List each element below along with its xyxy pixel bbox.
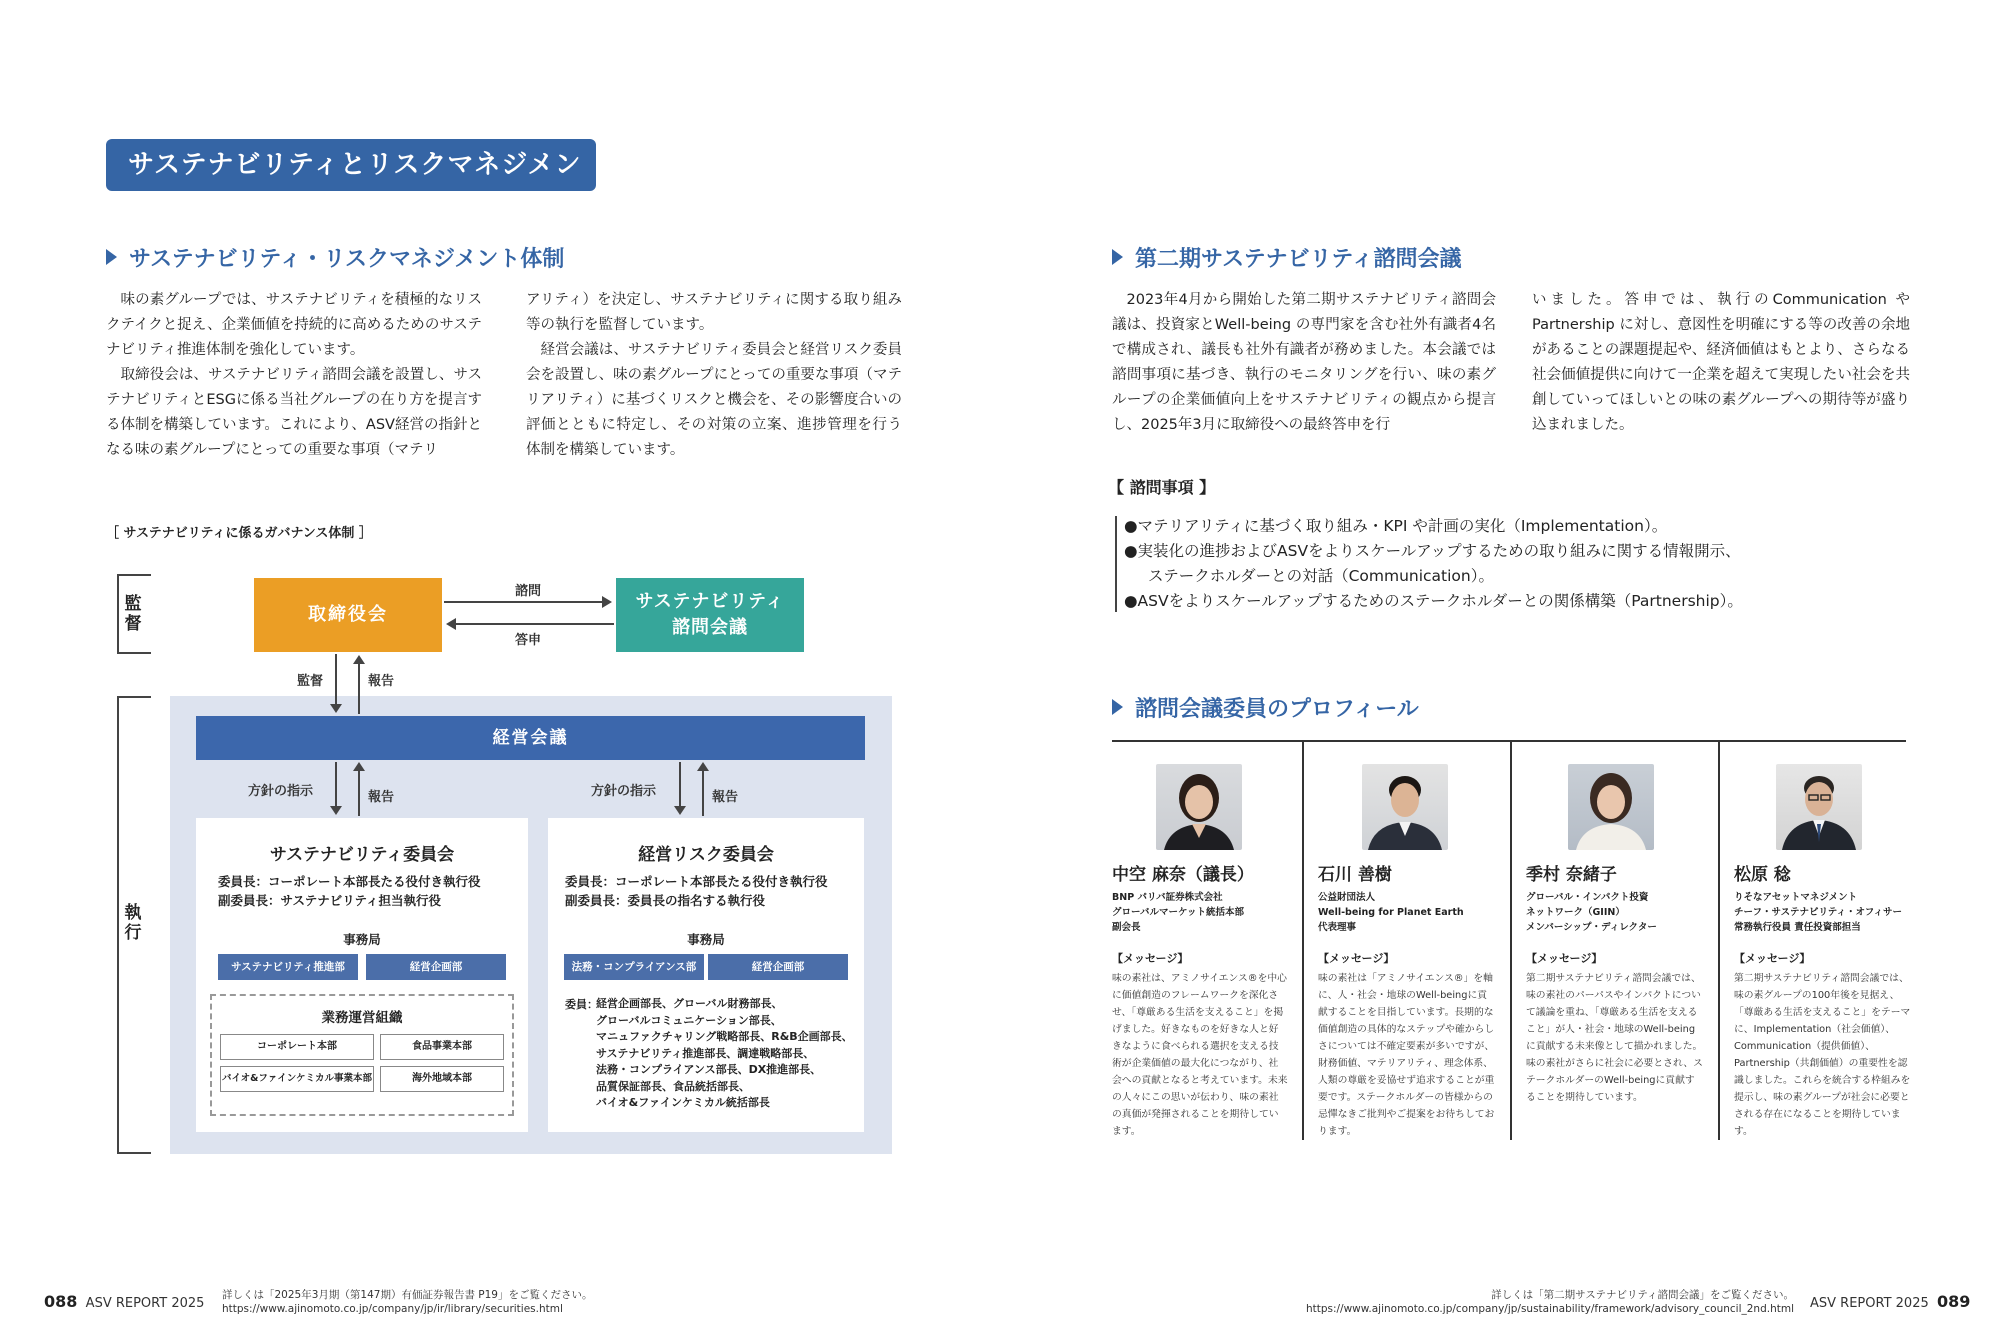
right-col1-p: 2023年4月から開始した第二期サステナビリティ諮問会議は、投資家とWell-being の専門家を含む社外有識者4名で構成され、議長も社外有識者が務めました。本会議では諮問事項に基づき、執行のモニタリングを行い、味の素グループの企業価値向上をサステナビリティの観点から提言し、2025年3月に取締役への最終答申を行 [1112,292,1496,433]
list-item: ステークホルダーとの対話（Communication）。 [1148,567,1494,585]
houshin1-line [335,762,337,808]
profile-org-3 [1526,890,1657,935]
diagram-caption: ［ サステナビリティに係るガバナンス体制 ］ [106,526,372,541]
triangle-icon [106,249,117,265]
profile-org-4 [1734,890,1902,935]
kantoku2-label: 監督 [297,674,324,689]
left-col1 [106,288,482,463]
right-section-title-text: 第二期サステナビリティ諮問会議 [1135,247,1462,272]
member-line: 法務・コンプライアンス部長、DX推進部長、 [596,1063,822,1076]
left-col2 [526,288,902,463]
kantoku2-head [330,704,342,713]
shimon-arrow-line [444,601,602,603]
report-name-left: ASV REPORT 2025 [85,1296,205,1311]
houkoku-label: 報告 [368,674,395,689]
member-line: マニュファクチャリング戦略部長、R&B企画部長、 [596,1030,853,1043]
org-box-2: 食品事業本部 [380,1034,504,1060]
org-line: 副会長 [1112,922,1141,933]
committee2-chair: 委員長：コーポレート本部長たる役付き執行役 [565,874,828,889]
right-col2-p: いました。答申では、執行のCommunication やPartnership に対し、意図性を明確にする等の改善の余地があることの課題提起や、経済価値はもとより、さらなる社会価値提供に向けて一企業を超えて実現したい社会を共創していってほしいとの味の素グループへの期待等が盛り込まれました。 [1532,292,1910,433]
council-line2: 諮問会議 [672,617,748,638]
right-col2 [1532,288,1910,438]
profile-org-2 [1318,890,1464,935]
org-box-1: コーポレート本部 [220,1034,374,1060]
member-line: 品質保証部長、食品統括部長、 [596,1079,750,1093]
org-line: BNP パリバ証券株式会社 [1112,892,1223,903]
right-col1 [1112,288,1496,438]
profile-name-4: 松原 稔 [1734,865,1791,885]
footer-note-line: 詳しくは「2025年3月期（第147期）有価証券報告書 P19」をご覧ください。 [222,1289,593,1301]
avatar-ishikawa [1362,764,1448,850]
org-line: メンバーシップ・ディレクター [1526,922,1657,933]
items-bar [1115,516,1117,612]
committee1-title: サステナビリティ委員会 [269,845,455,865]
member-line: 経営企画部長、グローバル財務部長、 [596,997,783,1010]
org-title: 業務運営組織 [321,1010,403,1026]
org-line: 代表理事 [1318,922,1357,933]
right-section-title [1112,242,1461,273]
shimon-label: 諮問 [515,584,542,599]
items-title: 【 諮問事項 】 [1108,478,1216,497]
profile-name-1: 中空 麻奈（議長） [1112,865,1254,885]
committee1-chair: 委員長：コーポレート本部長たる役付き執行役 [218,874,481,889]
left-section-title-text: サステナビリティ・リスクマネジメント体制 [129,247,565,272]
committee1-chip-1: サステナビリティ推進部 [218,954,358,980]
committee1-office: 事務局 [343,932,381,947]
council-line1: サステナビリティ [635,591,785,612]
avatar-nakazora [1156,764,1242,850]
profile-separator [1510,742,1512,1140]
profile-name-3: 季村 奈緒子 [1526,865,1617,885]
footer-left [44,1292,204,1311]
shimon-arrow-head [602,596,612,608]
shikkou-label: 執行 [124,903,142,943]
profile-msg-4: 第二期サステナビリティ諮問会議では、味の素グループの100年後を見据え、「尊厳ある生活を支えること」をテーマに、Implementation（社会価値）、Communication（提供価値）、Partnership（共創価値）の重要性を認識しました。これらを統合する枠組みを提示し、味の素グループが社会に必要とされる存在になることを期待しています。 [1734,973,1911,1137]
footer-link-right[interactable]: https://www.ajinomoto.co.jp/company/jp/sustainability/framework/advisory_council_2nd.html [1305,1303,1794,1315]
list-item: ●マテリアリティに基づく取り組み・KPI や計画の実化（Implementation）。 [1124,517,1668,535]
committee2-chip-1: 法務・コンプライアンス部 [564,954,704,980]
org-line: チーフ・サステナビリティ・オフィサー [1734,907,1902,918]
org-line: ネットワーク（GIIN） [1526,907,1625,918]
org-line: グローバル・インパクト投資 [1526,892,1649,903]
houkoku1-line [358,770,360,816]
org-line: Well-being for Planet Earth [1318,907,1464,918]
profile-msg-1: 味の素社は、アミノサイエンス®を中心に価値創造のフレームワークを深化させ、「尊厳ある生活を支えること」を掲げました。好きなものを好きな人と好きなように食べられる選択を支える技術が企業価値の最大化につながり、社会への貢献となると考えています。未来の人々にこの思いが伝わり、味の素社の真価が発揮されることを期待しています。 [1112,973,1288,1137]
toushin-label: 答申 [515,633,542,648]
left-col1-p1: 味の素グループでは、サステナビリティを積極的なリスクテイクと捉え、企業価値を持続的に高めるためのサステナビリティ推進体制を強化しています。 [106,292,482,358]
left-section-title [106,242,564,273]
org-line: りそなアセットマネジメント [1734,892,1858,903]
left-col1-p2: 取締役会は、サステナビリティ諮問会議を設置し、サステナビリティとESGに係る当社グループの在り方を提言する体制を構築しています。これにより、ASV経営の指針となる味の素グループにとっての重要な事項（マテリ [106,367,482,458]
member-line: グローバルコミュニケーション部長、 [596,1013,782,1027]
profile-msg-3: 第二期サステナビリティ諮問会議では、味の素社のパーパスやインパクトについて議論を重ね、「尊厳ある生活を支えること」が人・社会・地球のWell-beingに貢献する未来像として描かれました。味の素社がさらに社会に必要とされ、ステークホルダーのWell-beingに貢献することを期待しています。 [1526,973,1703,1103]
org-line: グローバルマーケット統括本部 [1112,907,1245,918]
houshin1-label: 方針の指示 [248,784,314,799]
houkoku-line [358,664,360,714]
footer-note-left [222,1288,592,1316]
houshin2-label: 方針の指示 [591,784,657,799]
triangle-icon [1112,249,1123,265]
committee1-vice: 副委員長：サステナビリティ担当執行役 [218,893,442,908]
left-col2-p: 経営会議は、サステナビリティ委員会と経営リスク委員会を設置し、味の素グループにとっての重要な事項（マテリアリティ）に基づくリスクと機会を、その影響度合いの評価とともに特定し、その対策の立案、進捗管理を行う体制を構築しています。 [526,342,902,458]
houshin2-line [679,762,681,808]
profiles-title [1112,692,1419,723]
committee2-vice: 副委員長：委員長の指名する執行役 [565,893,766,908]
org-line: 公益財団法人 [1318,892,1376,903]
page-number-right: 089 [1937,1292,1971,1311]
triangle-icon [1112,699,1123,715]
profiles-top-rule [1112,740,1906,742]
profile-msg-2: 味の素社は「アミノサイエンス®」を軸に、人・社会・地球のWell-beingに貢献することを目指しています。長期的な価値創造の具体的なステップや確からしさについては不確定要素が多いですが、財務価値、マテリアリティ、理念体系、人類の尊厳を妥協せず追求することが重要です。ステークホルダーの皆様からの忌憚なきご批判やご提案をお待ちしております。 [1318,973,1495,1137]
profiles-title-text: 諮問会議委員のプロフィール [1135,697,1419,722]
org-line: 常務執行役員 責任投資部担当 [1734,922,1861,933]
profile-msg-head-2: 【メッセージ】 [1318,952,1395,965]
left-col2-cont: アリティ）を決定し、サステナビリティに関する取り組み等の執行を監督しています。 [526,292,902,333]
toushin-arrow-line [456,623,614,625]
profile-separator [1718,742,1720,1140]
footer-note-right [1260,1288,1794,1316]
houkoku-head [353,655,365,664]
committee2-office: 事務局 [687,932,725,947]
avatar-kimura [1568,764,1654,850]
footer-note-line: 詳しくは「第二期サステナビリティ諮問会議」をご覧ください。 [1491,1289,1794,1301]
keiei-bar: 経営会議 [196,716,865,760]
footer-link-left[interactable]: https://www.ajinomoto.co.jp/company/jp/ir/library/securities.html [222,1303,563,1315]
list-item: ●ASVをよりスケールアップするためのステークホルダーとの関係構築（Partnership）。 [1124,592,1743,610]
board-box: 取締役会 [254,578,442,652]
page-banner: サステナビリティとリスクマネジメント [106,139,596,191]
committee2-chip-2: 経営企画部 [708,954,848,980]
avatar-matsubara [1776,764,1862,850]
items-list [1124,514,1743,614]
list-item: ●実装化の進捗およびASVをよりスケールアップするための取り組みに関する情報開示、 [1124,542,1741,560]
report-name-right: ASV REPORT 2025 [1810,1296,1929,1311]
profile-name-2: 石川 善樹 [1318,865,1392,885]
profile-msg-head-4: 【メッセージ】 [1734,952,1811,965]
profile-msg-head-1: 【メッセージ】 [1112,952,1189,965]
page-number-left: 088 [44,1292,78,1311]
footer-right [1810,1292,1970,1311]
houshin2-head [674,806,686,815]
committee2-members [596,996,853,1112]
org-box-4: 海外地域本部 [380,1066,504,1092]
committee1-chip-2: 経営企画部 [366,954,506,980]
committee2-members-label: 委員： [565,998,598,1011]
houshin1-head [330,806,342,815]
houkoku2-line [702,770,704,816]
houkoku1-head [353,762,365,771]
profile-msg-head-3: 【メッセージ】 [1526,952,1603,965]
profile-org-1 [1112,890,1244,935]
toushin-arrow-head [446,618,456,630]
kantoku-label: 監督 [124,594,142,634]
committee2-title: 経営リスク委員会 [638,845,774,865]
member-line: サステナビリティ推進部長、調達戦略部長、 [596,1046,815,1060]
kantoku2-line [335,654,337,704]
houkoku1-label: 報告 [368,790,395,805]
houkoku2-head [697,762,709,771]
houkoku2-label: 報告 [712,790,739,805]
org-box-3: バイオ&ファインケミカル事業本部 [220,1066,374,1092]
profile-separator [1302,742,1304,1140]
member-line: バイオ&ファインケミカル統括部長 [596,1096,770,1109]
council-box [616,578,804,652]
